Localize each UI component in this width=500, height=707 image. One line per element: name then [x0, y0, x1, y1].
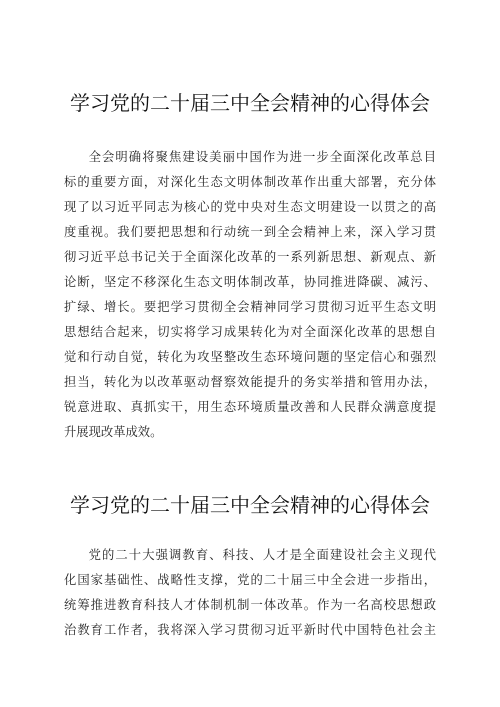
body-line: 全会明确将聚焦建设美丽中国作为进一步全面深化改革总目	[88, 150, 436, 164]
body-line: 现了以习近平同志为核心的党中央对生态文明建设一以贯之的高	[64, 200, 436, 214]
body-line: 标的重要方面，对深化生态文明体制改革作出重大部署，充分体	[64, 175, 436, 189]
body-line: 化国家基础性、战略性支撑，党的二十届三中全会进一步指出，	[64, 573, 436, 587]
body-line: 论断，坚定不移深化生态文明体制改革，协同推进降碳、减污、	[64, 275, 436, 289]
body-line: 觉和行动自觉，转化为攻坚整改生态环境问题的坚定信心和强烈	[64, 350, 436, 364]
essay-section-1	[0, 88, 500, 439]
section-body	[64, 145, 436, 445]
body-line: 彻习近平总书记关于全面深化改革的一系列新思想、新观点、新	[64, 250, 436, 264]
essay-section-2	[0, 490, 500, 637]
body-line: 度重视。我们要把思想和行动统一到全会精神上来，深入学习贯	[64, 225, 436, 239]
body-line: 升展现改革成效。	[64, 425, 163, 439]
body-line: 扩绿、增长。要把学习贯彻全会精神同学习贯彻习近平生态文明	[64, 300, 436, 314]
section-title: 学习党的二十届三中全会精神的心得体会	[70, 91, 430, 115]
section-title: 学习党的二十届三中全会精神的心得体会	[70, 493, 430, 517]
body-line: 锐意进取、真抓实干，用生态环境质量改善和人民群众满意度提	[64, 400, 436, 414]
body-line: 治教育工作者，我将深入学习贯彻习近平新时代中国特色社会主	[64, 623, 436, 637]
body-line: 党的二十大强调教育、科技、人才是全面建设社会主义现代	[88, 548, 436, 562]
section-body	[64, 543, 436, 643]
body-line: 担当，转化为以改革驱动督察效能提升的务实举措和管用办法，	[64, 375, 436, 389]
body-line: 统筹推进教育科技人才体制机制一体改革。作为一名高校思想政	[64, 598, 436, 612]
body-line: 思想结合起来，切实将学习成果转化为对全面深化改革的思想自	[64, 325, 436, 339]
